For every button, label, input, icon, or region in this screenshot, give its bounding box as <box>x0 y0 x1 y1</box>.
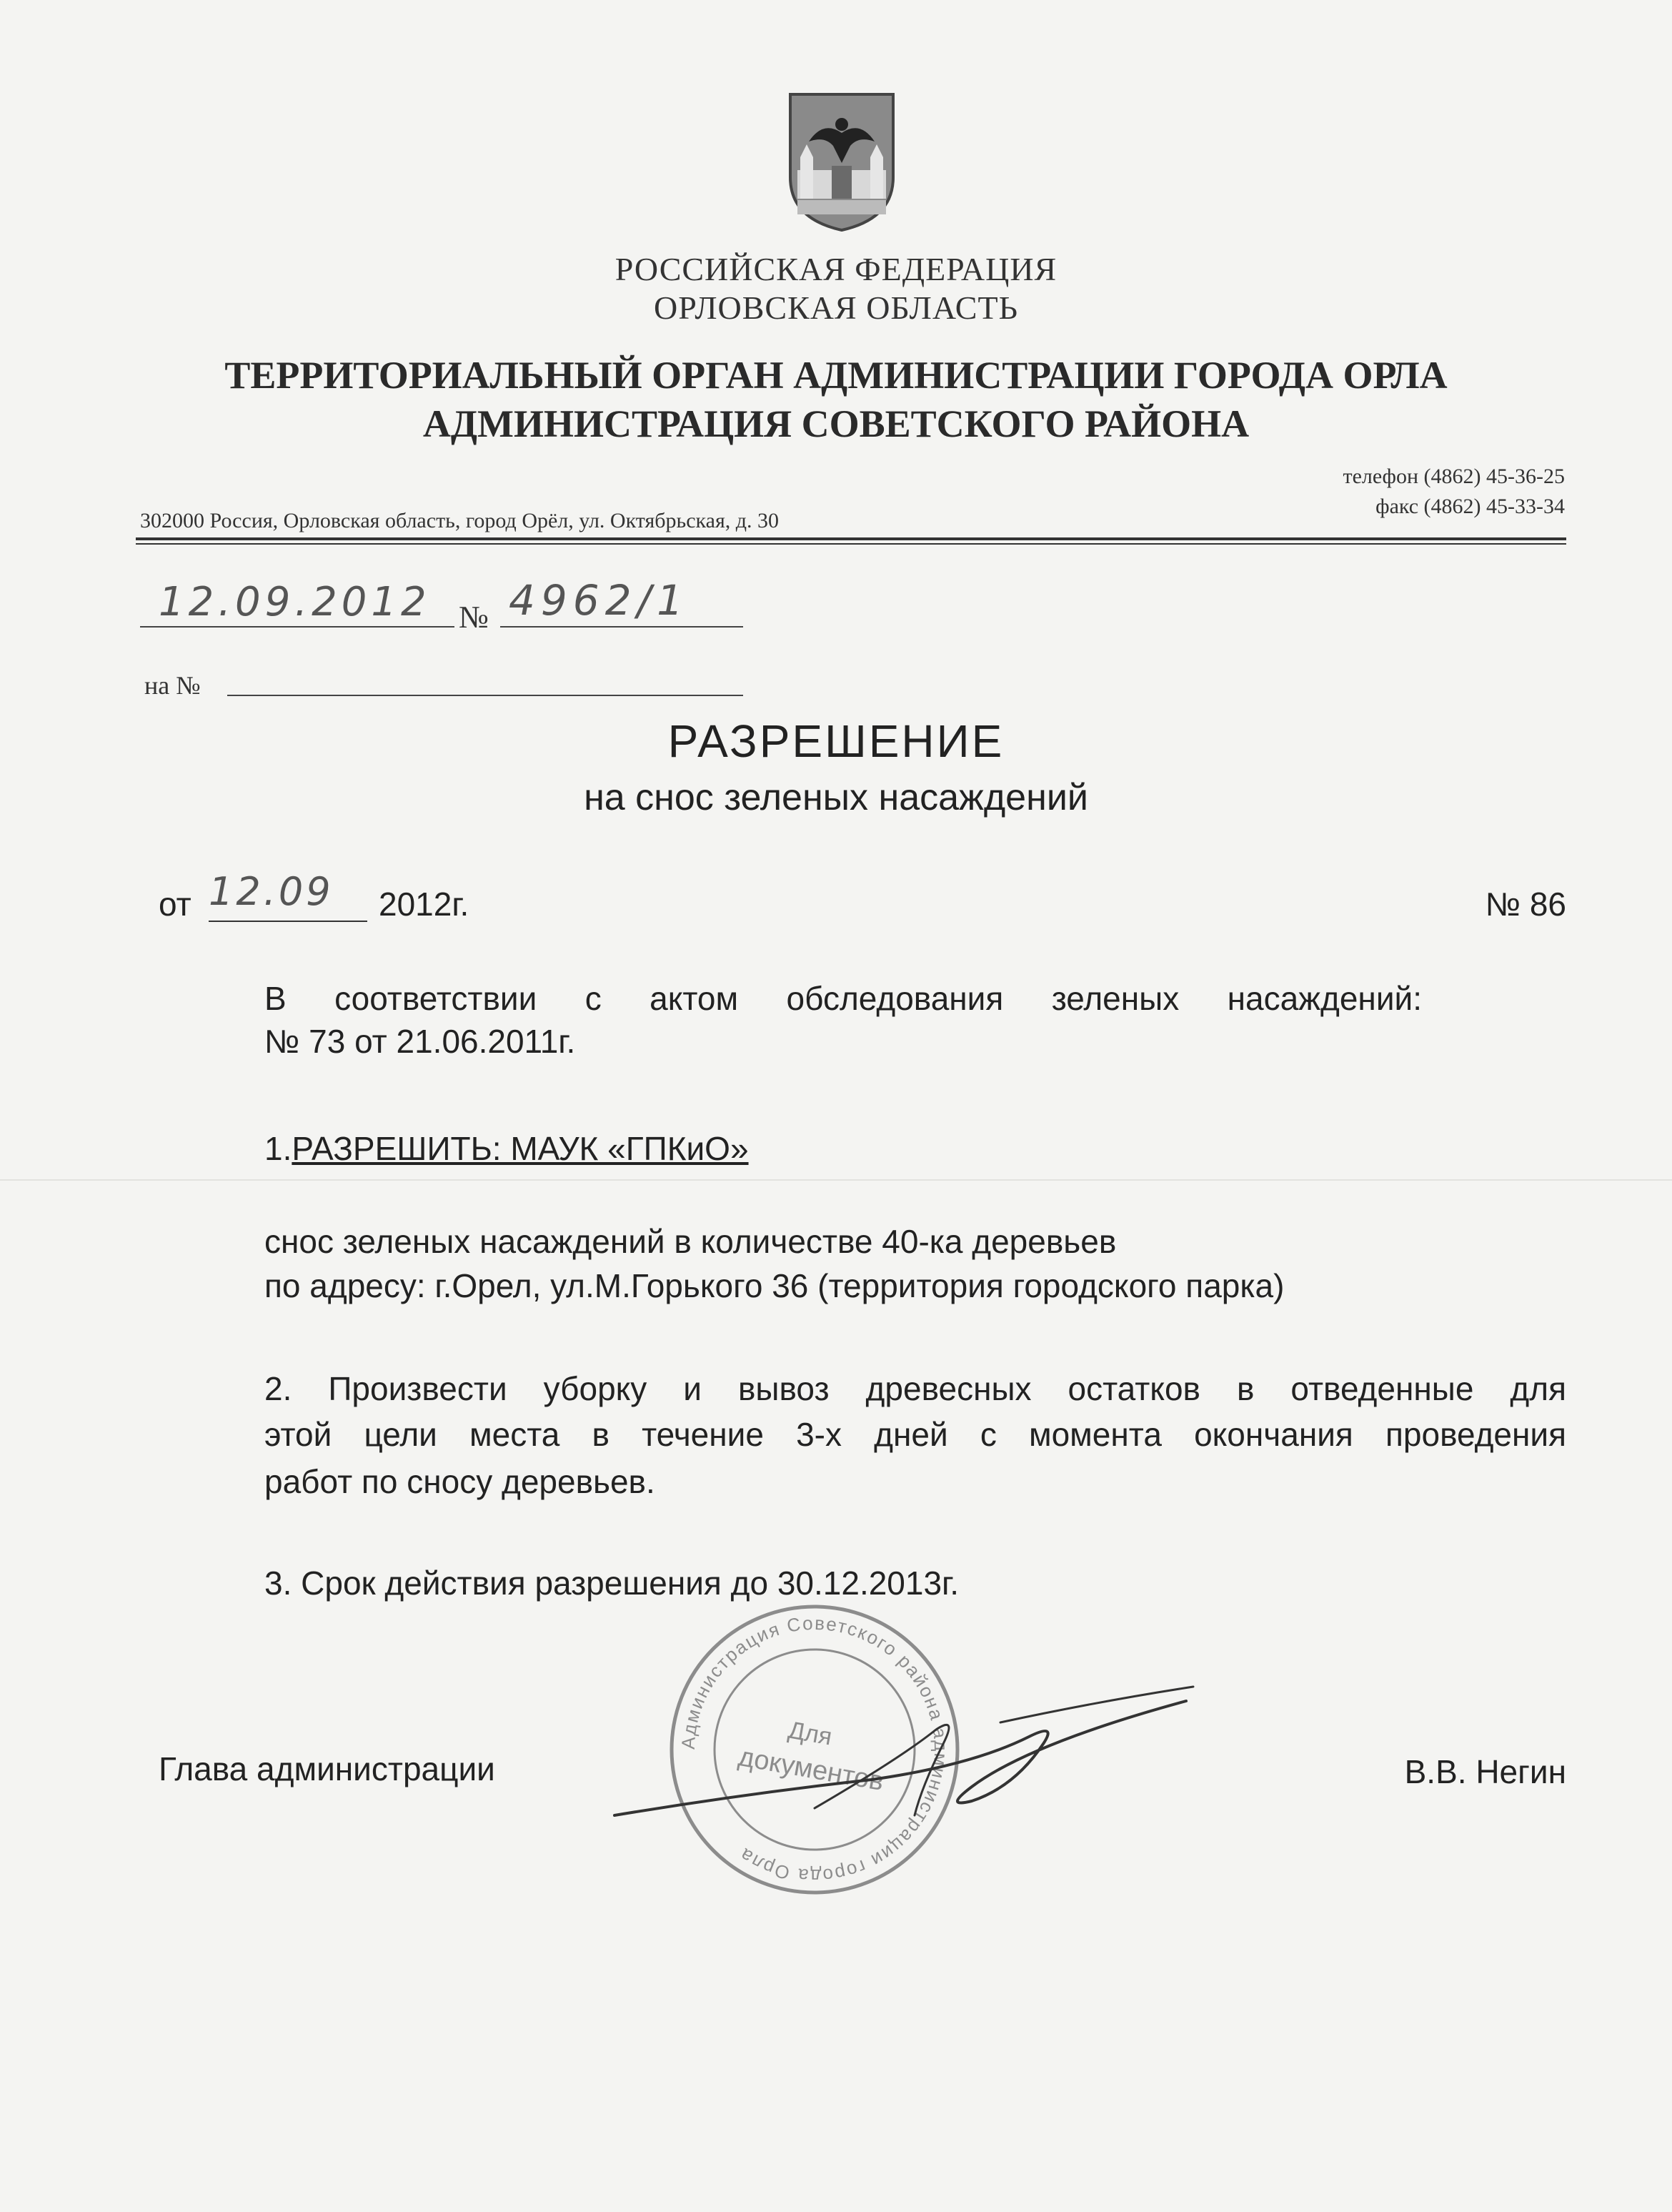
country-heading: РОССИЙСКАЯ ФЕДЕРАЦИЯ <box>614 251 1058 287</box>
organization-name-line1: ТЕРРИТОРИАЛЬНЫЙ ОРГАН АДМИНИСТРАЦИИ ГОРОДА ОРЛА <box>224 354 1448 397</box>
document-date-handwritten: 12.09 <box>209 869 334 914</box>
item2-line3: работ по сносу деревьев. <box>264 1463 655 1500</box>
registration-number-sign: № <box>459 600 489 635</box>
registration-number-line <box>500 626 743 628</box>
signatory-position: Глава администрации <box>159 1750 495 1787</box>
paper-fold-line <box>0 1179 1672 1181</box>
header-divider-thin <box>136 543 1566 545</box>
document-date-line <box>209 921 367 922</box>
organization-fax: факс (4862) 45-33-34 <box>1375 495 1565 518</box>
stamp-center-line2: документов <box>736 1742 886 1797</box>
item1-detail-line2: по адресу: г.Орел, ул.М.Горького 36 (территория городского парка) <box>264 1267 1285 1304</box>
organization-address: 302000 Россия, Орловская область, город Орёл, ул. Октябрьская, д. 30 <box>140 509 780 532</box>
document-title: РАЗРЕШЕНИЕ <box>667 715 1005 767</box>
item1-detail-line1: снос зеленых насаждений в количестве 40-ка деревьев <box>264 1223 1117 1260</box>
registration-date-line <box>140 626 454 628</box>
reply-to-line <box>227 695 743 696</box>
document-date-year: 2012г. <box>379 886 469 923</box>
item2-line1: 2. Произвести уборку и вывоз древесных остатков в отведенные для <box>264 1370 1566 1407</box>
document-number: № 86 <box>1485 886 1566 923</box>
item1-permit <box>264 1129 749 1168</box>
organization-phone: телефон (4862) 45-36-25 <box>1343 465 1565 488</box>
item3-validity: 3. Срок действия разрешения до 30.12.2013г. <box>264 1564 959 1602</box>
organization-name-line2: АДМИНИСТРАЦИЯ СОВЕТСКОГО РАЙОНА <box>422 402 1250 445</box>
item2-line2: этой цели места в течение 3-х дней с момента окончания проведения <box>264 1416 1566 1453</box>
document-subtitle: на снос зеленых насаждений <box>584 777 1088 818</box>
item1-text: РАЗРЕШИТЬ: МАУК «ГПКиО» <box>292 1130 749 1167</box>
header-divider <box>136 537 1566 540</box>
reply-to-label: на № <box>144 671 201 700</box>
coat-of-arms-emblem <box>787 91 896 232</box>
document-date-prefix: от <box>159 886 191 923</box>
stamp-ring-text: Администрация Советского района администрации города Орла <box>677 1612 952 1888</box>
stamp-center-line1: Для <box>786 1716 835 1751</box>
registration-number: 4962/1 <box>509 576 690 625</box>
region-heading: ОРЛОВСКАЯ ОБЛАСТЬ <box>653 289 1019 326</box>
registration-date: 12.09.2012 <box>159 579 431 625</box>
basis-paragraph-line2: № 73 от 21.06.2011г. <box>264 1023 576 1060</box>
signatory-name: В.В. Негин <box>1404 1753 1566 1790</box>
handwritten-signature <box>600 1672 1200 1844</box>
basis-paragraph-line1: В соответствии с актом обследования зеленых насаждений: <box>264 980 1422 1017</box>
item1-prefix: 1. <box>264 1130 292 1167</box>
